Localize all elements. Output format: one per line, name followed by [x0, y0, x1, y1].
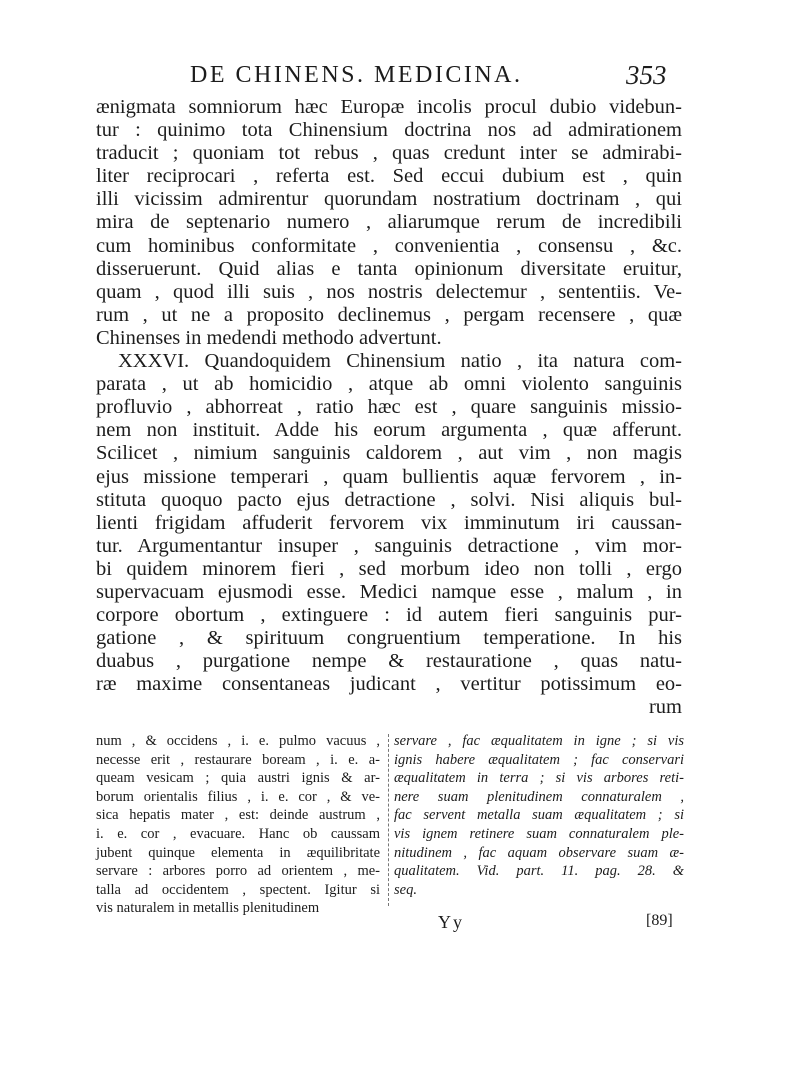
footnote-line: qualitatem. Vid. part. 11. pag. 28. & [394, 863, 684, 880]
text-line: gatione , & spirituum congruentium temperatione. In his [96, 627, 682, 650]
section-start-line: XXXVI. Quandoquidem Chinensium natio , ita natura com- [118, 350, 682, 373]
text-line: nem non instituit. Adde his eorum argumenta , quæ afferunt. [96, 419, 682, 442]
text-line: liter reciprocari , referta est. Sed eccui dubium est , quin [96, 165, 682, 188]
footnote-line: vis naturalem in metallis plenitudinem [96, 900, 320, 917]
page-number: 353 [626, 60, 667, 90]
footnote-column-left [96, 732, 380, 918]
text-line: tur : quinimo tota Chinensium doctrina nos ad admirationem [96, 119, 682, 142]
text-line: Scilicet , nimium sanguinis caldorem , aut vim , non magis [96, 442, 682, 465]
footnote-line: nere suam plenitudinem connaturalem , [394, 788, 684, 805]
text-line: mira de septenario numero , aliarumque rerum de incredibili [96, 211, 682, 234]
text-line: traducit ; quoniam tot rebus , quas credunt inter se admirabi- [96, 142, 682, 165]
text-line: tur. Argumentantur insuper , sanguinis detractione , vim mor- [96, 534, 682, 557]
text-line: ræ maxime consentaneas judicant , vertitur potissimum eo- [96, 673, 682, 696]
footnote-line: servare , fac æqualitatem in igne ; si vis [394, 733, 684, 749]
text-line: quam , quod illi suis , nos nostris delectemur , sententiis. Ve- [96, 280, 682, 303]
footnote-column-right [394, 732, 684, 899]
footnote-line: vis ignem retinere suam connaturalem ple- [394, 825, 684, 842]
footnote-line: nitudinem , fac aquam observare suam æ- [394, 844, 684, 861]
text-line: illi vicissim admirentur quorundam nostratium doctrinam , qui [96, 188, 682, 211]
catchword: rum [648, 696, 682, 719]
text-line: duabus , purgatione nempe & restauratione , quas natu- [96, 650, 682, 673]
text-line: supervacuam ejusmodi esse. Medici namque esse , malum , in [96, 580, 682, 603]
footnote-line: necesse erit , restaurare boream , i. e. a- [96, 751, 380, 768]
footnote-line: æqualitatem in terra ; si vis arbores reti- [394, 770, 684, 787]
text-line: parata , ut ab homicidio , atque ab omni violento sanguinis [96, 373, 682, 396]
column-divider [388, 734, 389, 906]
text-line: rum , ut ne a proposito declinemus , pergam recensere , quæ [96, 303, 682, 326]
main-text-block [96, 96, 682, 720]
signature-mark: Yy [438, 912, 464, 932]
footnote-line: jubent quinque elementa in æquilibritate [96, 844, 380, 861]
footnote-line: talla ad occidentem , spectent. Igitur si [96, 881, 380, 898]
text-line: disseruerunt. Quid alias e tanta opinionum diversitate eruitur, [96, 257, 682, 280]
text-line: bi quidem minorem fieri , sed morbum ideo non tolli , ergo [96, 557, 682, 580]
footnote-line: servare : arbores porro ad orientem , me- [96, 863, 380, 880]
footnote-line: queam vesicam ; quia austri ignis & ar- [96, 770, 380, 787]
leaf-number: [89] [646, 912, 673, 929]
footnote-line: num , & occidens , i. e. pulmo vacuus , [96, 733, 380, 749]
text-line: ænigmata somniorum hæc Europæ incolis procul dubio videbun- [96, 96, 682, 118]
text-line: profluvio , abhorreat , ratio hæc est , quare sanguinis missio- [96, 396, 682, 419]
footnote-line: fac servent metalla suam æqualitatem ; si [394, 807, 684, 824]
text-line: Chinenses in medendi methodo advertunt. [96, 326, 442, 349]
footnote-line: seq. [394, 881, 417, 898]
footnote-line: borum orientalis filius , i. e. cor , & ve- [96, 788, 380, 805]
footnote-line: sica hepatis mater , est: deinde austrum , [96, 807, 380, 824]
footnote-line: ignis habere æqualitatem ; fac conservari [394, 751, 684, 768]
running-title: DE CHINENS. MEDICINA. [190, 62, 523, 88]
text-line: lienti frigidam affuderit fervorem vix imminutum iri caussan- [96, 511, 682, 534]
text-line: stituta quoquo pacto ejus detractione , solvi. Nisi aliquis bul- [96, 488, 682, 511]
text-line: ejus missione temperari , quam bullientis aquæ fervorem , in- [96, 465, 682, 488]
text-line: corpore obortum , extinguere : id autem fieri sanguinis pur- [96, 604, 682, 627]
footnote-line: i. e. cor , evacuare. Hanc ob caussam [96, 825, 380, 842]
text-line: cum hominibus conformitate , convenientia , consensu , &c. [96, 234, 682, 257]
